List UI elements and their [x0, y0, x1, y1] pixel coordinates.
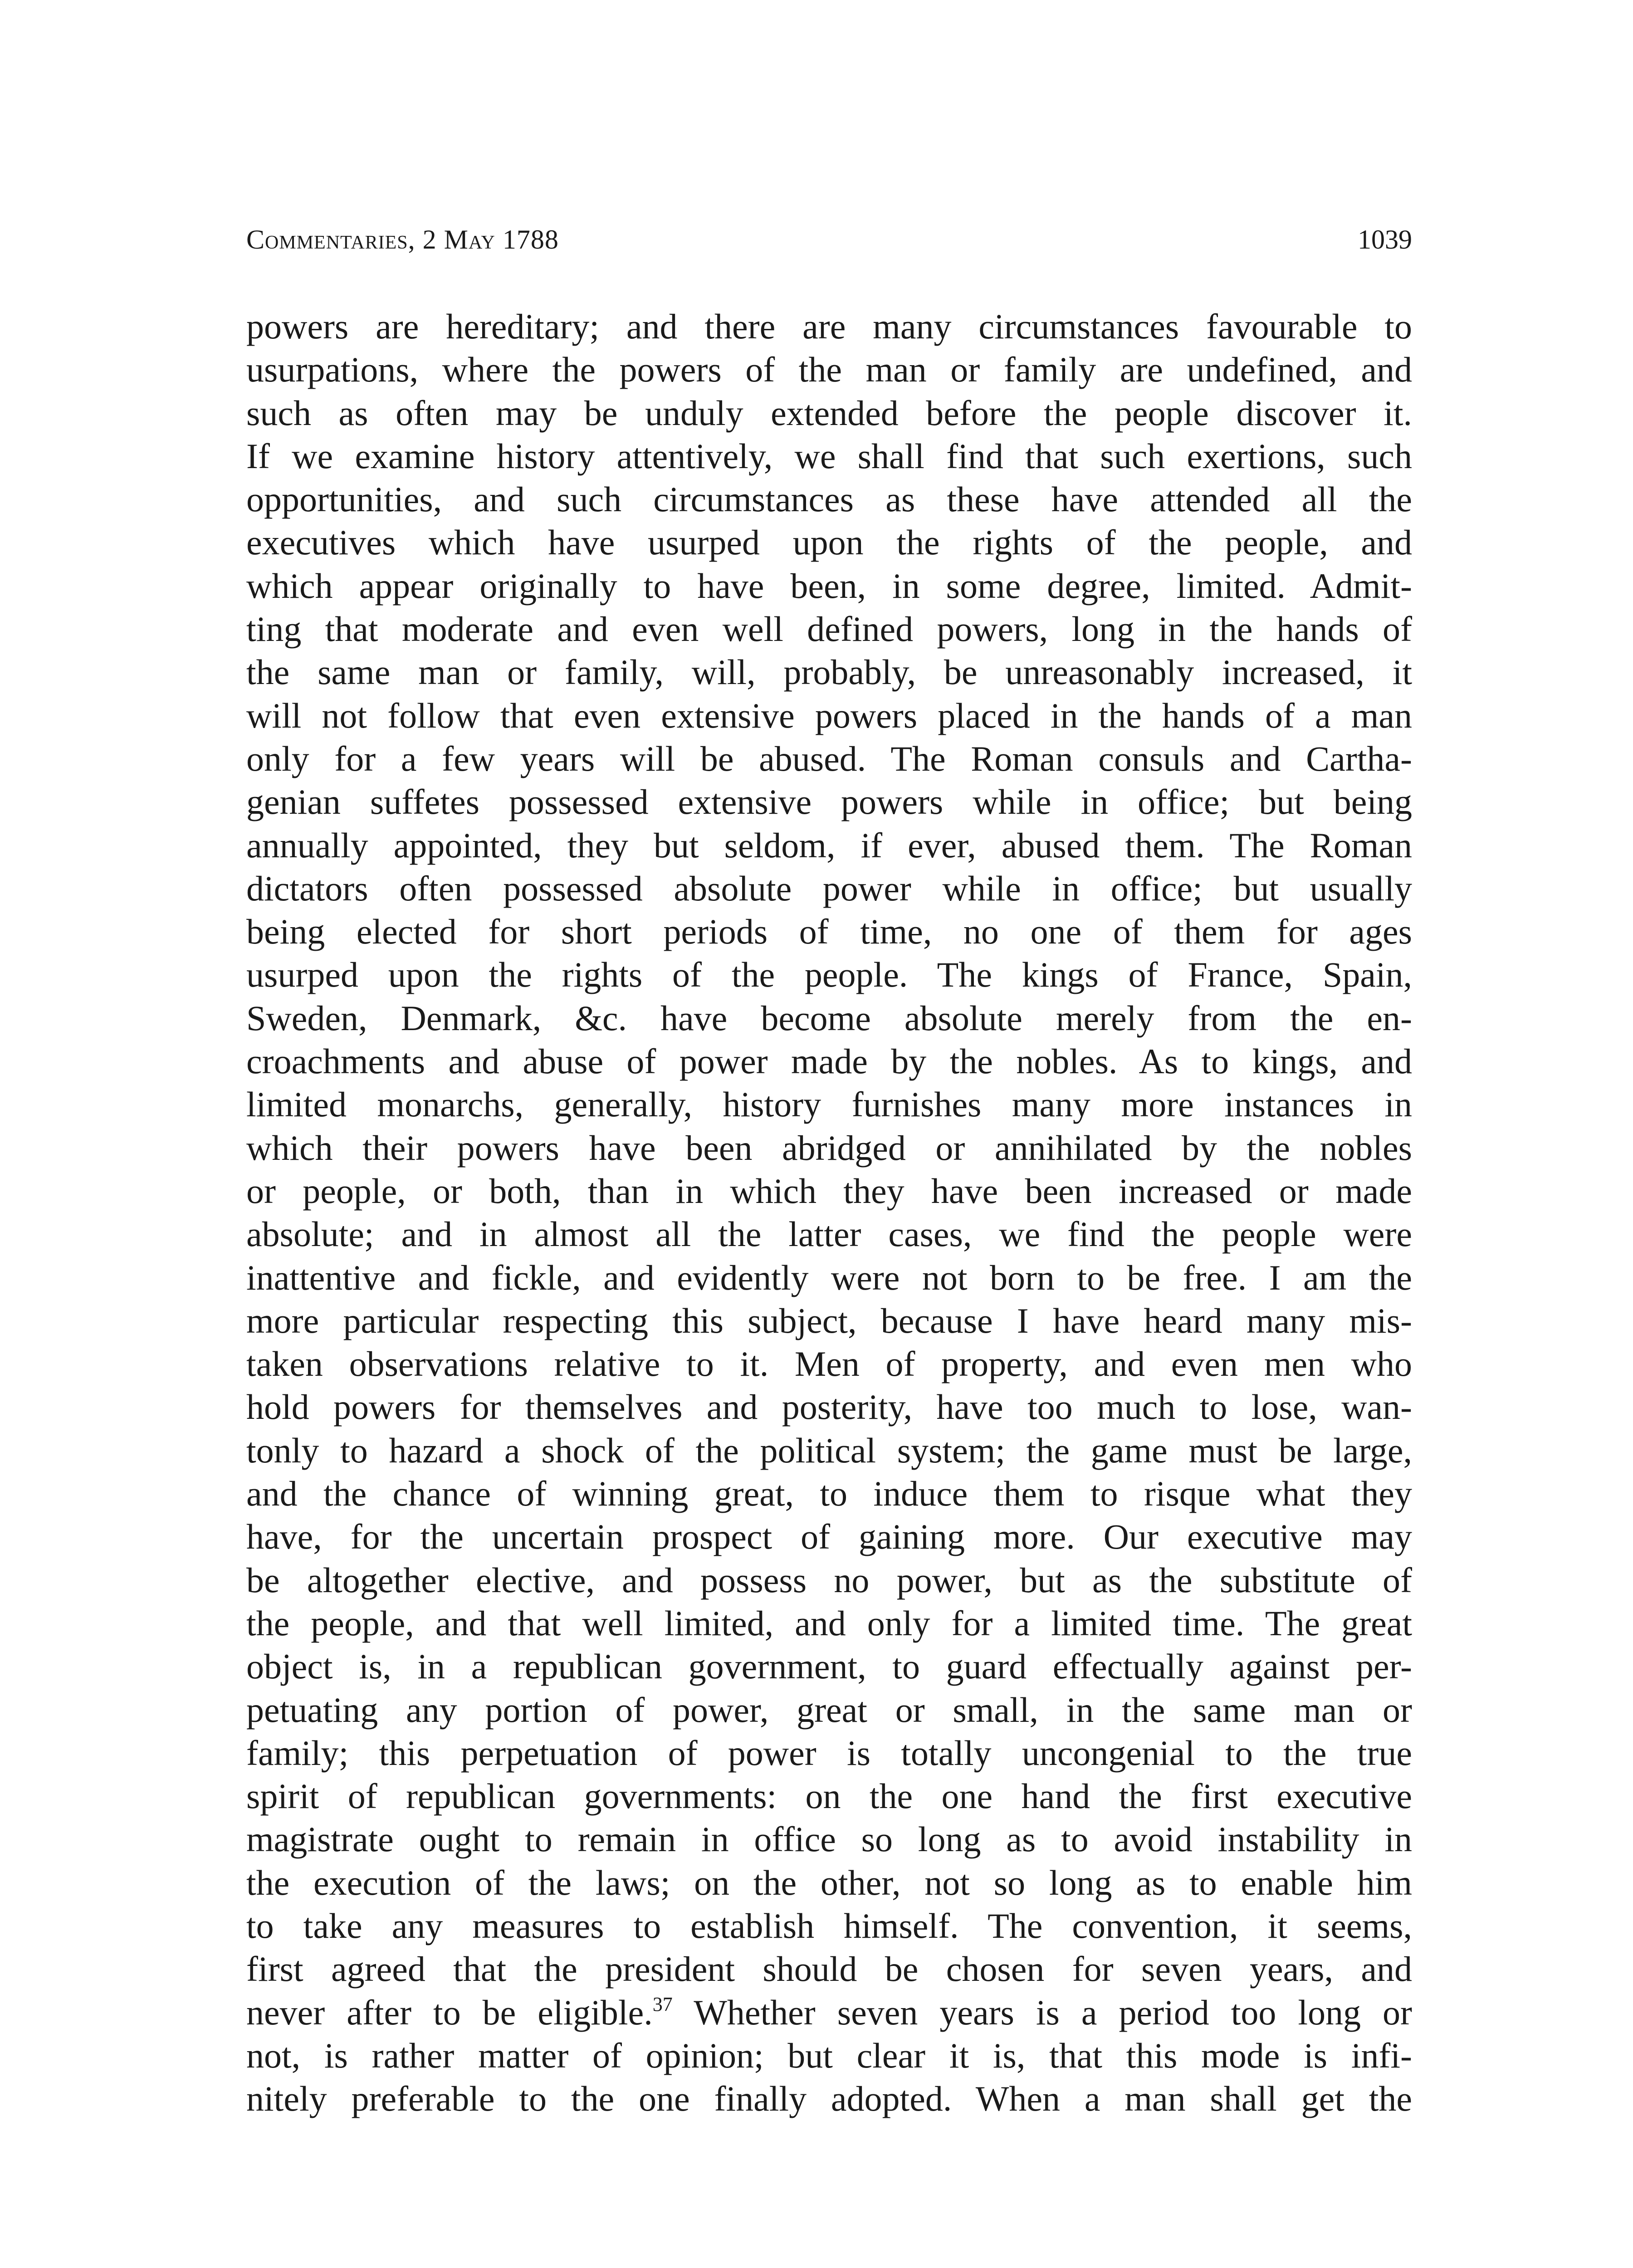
- text-line: dictators often possessed absolute power while in office; but usually: [246, 868, 1412, 908]
- text-line: such as often may be unduly extended before the people discover it.: [246, 393, 1412, 433]
- text-line: which appear originally to have been, in some degree, limited. Admit-: [246, 566, 1412, 606]
- text-fragment: never after to be eligible.: [246, 1992, 653, 2032]
- text-line: genian suffetes possessed extensive powers while in office; but being: [246, 782, 1412, 822]
- text-line: annually appointed, they but seldom, if ever, abused them. The Roman: [246, 825, 1412, 865]
- text-line: usurped upon the rights of the people. The kings of France, Spain,: [246, 955, 1412, 995]
- text-line: to take any measures to establish himself. The convention, it seems,: [246, 1906, 1412, 1945]
- text-line: not, is rather matter of opinion; but clear it is, that this mode is infi-: [246, 2035, 1412, 2075]
- text-line: family; this perpetuation of power is totally uncongenial to the true: [246, 1733, 1412, 1773]
- text-fragment: Whether seven years is a period too long or: [672, 1992, 1412, 2032]
- text-line: be altogether elective, and possess no power, but as the substitute of: [246, 1560, 1412, 1600]
- text-line: or people, or both, than in which they have been increased or made: [246, 1171, 1412, 1211]
- text-line: magistrate ought to remain in office so long as to avoid instability in: [246, 1819, 1412, 1859]
- text-line: executives which have usurped upon the rights of the people, and: [246, 523, 1412, 562]
- text-line: taken observations relative to it. Men of property, and even men who: [246, 1344, 1412, 1384]
- footnote-reference[interactable]: 37: [652, 1993, 673, 2015]
- text-line: being elected for short periods of time, no one of them for ages: [246, 912, 1412, 952]
- text-line: object is, in a republican government, to guard effectually against per-: [246, 1647, 1412, 1686]
- text-line: will not follow that even extensive powers placed in the hands of a man: [246, 695, 1412, 735]
- text-line: petuating any portion of power, great or small, in the same man or: [246, 1690, 1412, 1730]
- text-line: Sweden, Denmark, &c. have become absolute merely from the en-: [246, 998, 1412, 1038]
- text-line: which their powers have been abridged or annihilated by the nobles: [246, 1128, 1412, 1168]
- text-line: ting that moderate and even well defined powers, long in the hands of: [246, 609, 1412, 649]
- text-line: only for a few years will be abused. The Roman consuls and Cartha-: [246, 738, 1412, 778]
- body-text: [246, 305, 1412, 2120]
- text-line: the execution of the laws; on the other, not so long as to enable him: [246, 1862, 1412, 1902]
- running-title: Commentaries, 2 May 1788: [246, 225, 559, 254]
- text-line: If we examine history attentively, we shall find that such exertions, such: [246, 436, 1412, 476]
- text-line: croachments and abuse of power made by the nobles. As to kings, and: [246, 1041, 1412, 1081]
- text-line-with-note: [246, 1991, 1412, 2034]
- text-line: tonly to hazard a shock of the political system; the game must be large,: [246, 1430, 1412, 1470]
- text-line: opportunities, and such circumstances as these have attended all the: [246, 479, 1412, 519]
- text-line: usurpations, where the powers of the man or family are undefined, and: [246, 350, 1412, 390]
- text-line: and the chance of winning great, to induce them to risque what they: [246, 1474, 1412, 1514]
- text-line: spirit of republican governments: on the one hand the first executive: [246, 1776, 1412, 1816]
- text-line: absolute; and in almost all the latter cases, we find the people were: [246, 1214, 1412, 1254]
- text-line: have, for the uncertain prospect of gaining more. Our executive may: [246, 1517, 1412, 1557]
- text-line: more particular respecting this subject, because I have heard many mis-: [246, 1300, 1412, 1340]
- text-line: hold powers for themselves and posterity, have too much to lose, wan-: [246, 1387, 1412, 1427]
- text-line: inattentive and fickle, and evidently were not born to be free. I am the: [246, 1257, 1412, 1297]
- text-line: first agreed that the president should be chosen for seven years, and: [246, 1949, 1412, 1989]
- text-line: nitely preferable to the one finally adopted. When a man shall get the: [246, 2079, 1412, 2119]
- text-line: the people, and that well limited, and only for a limited time. The great: [246, 1603, 1412, 1643]
- text-line: the same man or family, will, probably, be unreasonably increased, it: [246, 652, 1412, 692]
- running-head: [246, 221, 1412, 258]
- text-line: powers are hereditary; and there are many circumstances favourable to: [246, 307, 1412, 346]
- text-line: limited monarchs, generally, history furnishes many more instances in: [246, 1085, 1412, 1124]
- page-number: 1039: [1358, 225, 1412, 254]
